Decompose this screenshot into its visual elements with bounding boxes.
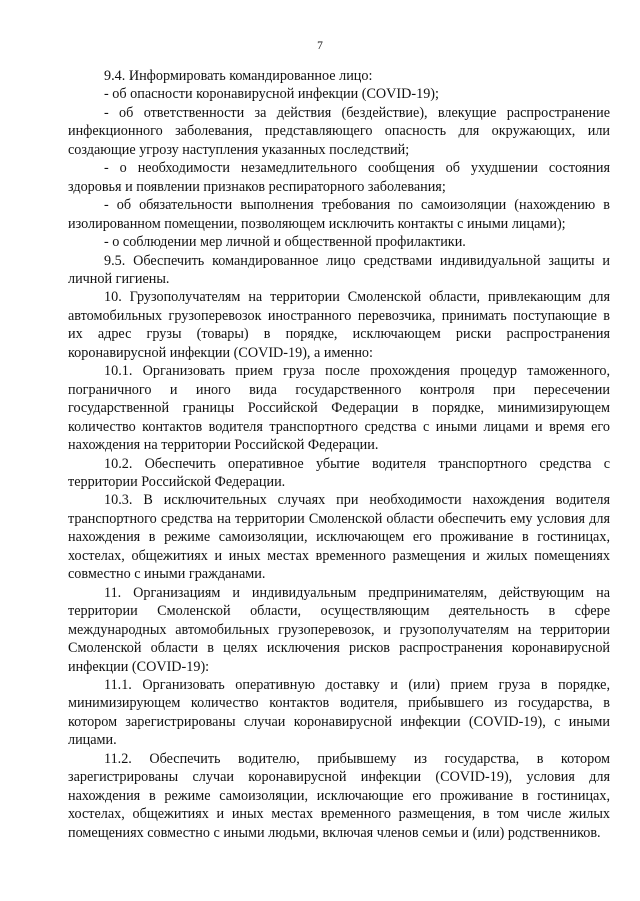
paragraph-10-3: 10.3. В исключительных случаях при необходимости нахождения водителя транспортного средства на территории Смоленской области обеспечить ему условия для нахождения в режиме самоизоляции, исключающем его проживание в гостиницах, хостелах, общежитиях и иных местах временного размещения и жилых помещениях совместно с иными гражданами. xyxy=(68,492,610,583)
paragraph-11: 11. Организациям и индивидуальным предпринимателям, действующим на территории Смоленской области, осуществляющим деятельность в сфере международных автомобильных грузоперевозок, и грузополучателям на территории Смоленской области в целях исключения рисков распространения коронавирусной инфекции (COVID-19): xyxy=(68,584,610,675)
list-item-report-health: - о необходимости незамедлительного сообщения об ухудшении состояния здоровья и появлении признаков респираторного заболевания; xyxy=(68,160,610,195)
paragraph-10-2: 10.2. Обеспечить оперативное убытие водителя транспортного средства с территории Российской Федерации. xyxy=(68,455,610,490)
paragraph-9-4: 9.4. Информировать командированное лицо: xyxy=(104,68,373,84)
page-number: 7 xyxy=(317,40,323,52)
paragraph-10-1: 10.1. Организовать прием груза после прохождения процедур таможенного, пограничного и иного вида государственного контроля при пересечении государственной границы Российской Федерации в порядке, минимизирующем количество контактов водителя транспортного средства с иными лицами и время его нахождения на территории Российской Федерации. xyxy=(68,363,610,454)
paragraph-10: 10. Грузополучателям на территории Смоленской области, привлекающим для автомобильных грузоперевозок иностранного перевозчика, принимать поступающие в их адрес грузы (товары) в порядке, исключающем риски распространения коронавирусной инфекции (COVID-19), а именно: xyxy=(68,289,610,361)
list-item-self-isolation: - об обязательности выполнения требования по самоизоляции (нахождению в изолированном помещении, позволяющем исключить контакты с иными лицами); xyxy=(68,197,610,232)
list-item-responsibility: - об ответственности за действия (бездействие), влекущие распространение инфекционного заболевания, представляющего опасность для окружающих, или создающие угрозу наступления указанных последствий; xyxy=(68,104,610,158)
list-item-prophylaxis: - о соблюдении мер личной и общественной профилактики. xyxy=(104,234,466,251)
paragraph-11-1: 11.1. Организовать оперативную доставку и (или) прием груза в порядке, минимизирующем количество контактов водителя, прибывшего из государства, в котором зарегистрированы случаи коронавирусной инфекции (COVID-19), с иными лицами. xyxy=(68,676,610,749)
list-item-covid-danger: - об опасности коронавирусной инфекции (COVID-19); xyxy=(104,86,439,103)
paragraph-9-5: 9.5. Обеспечить командированное лицо средствами индивидуальной защиты и личной гигиены. xyxy=(68,252,610,287)
paragraph-11-2: 11.2. Обеспечить водителю, прибывшему из государства, в котором зарегистрированы случаи коронавирусной инфекции (COVID-19), условия для нахождения в режиме самоизоляции, исключающие его проживание в гостиницах, хостелах, общежитиях и иных местах временного размещения, в том числе жилых помещениях совместно с иными людьми, включая членов семьи и (или) родственников. xyxy=(68,750,610,841)
document-body xyxy=(68,67,610,842)
